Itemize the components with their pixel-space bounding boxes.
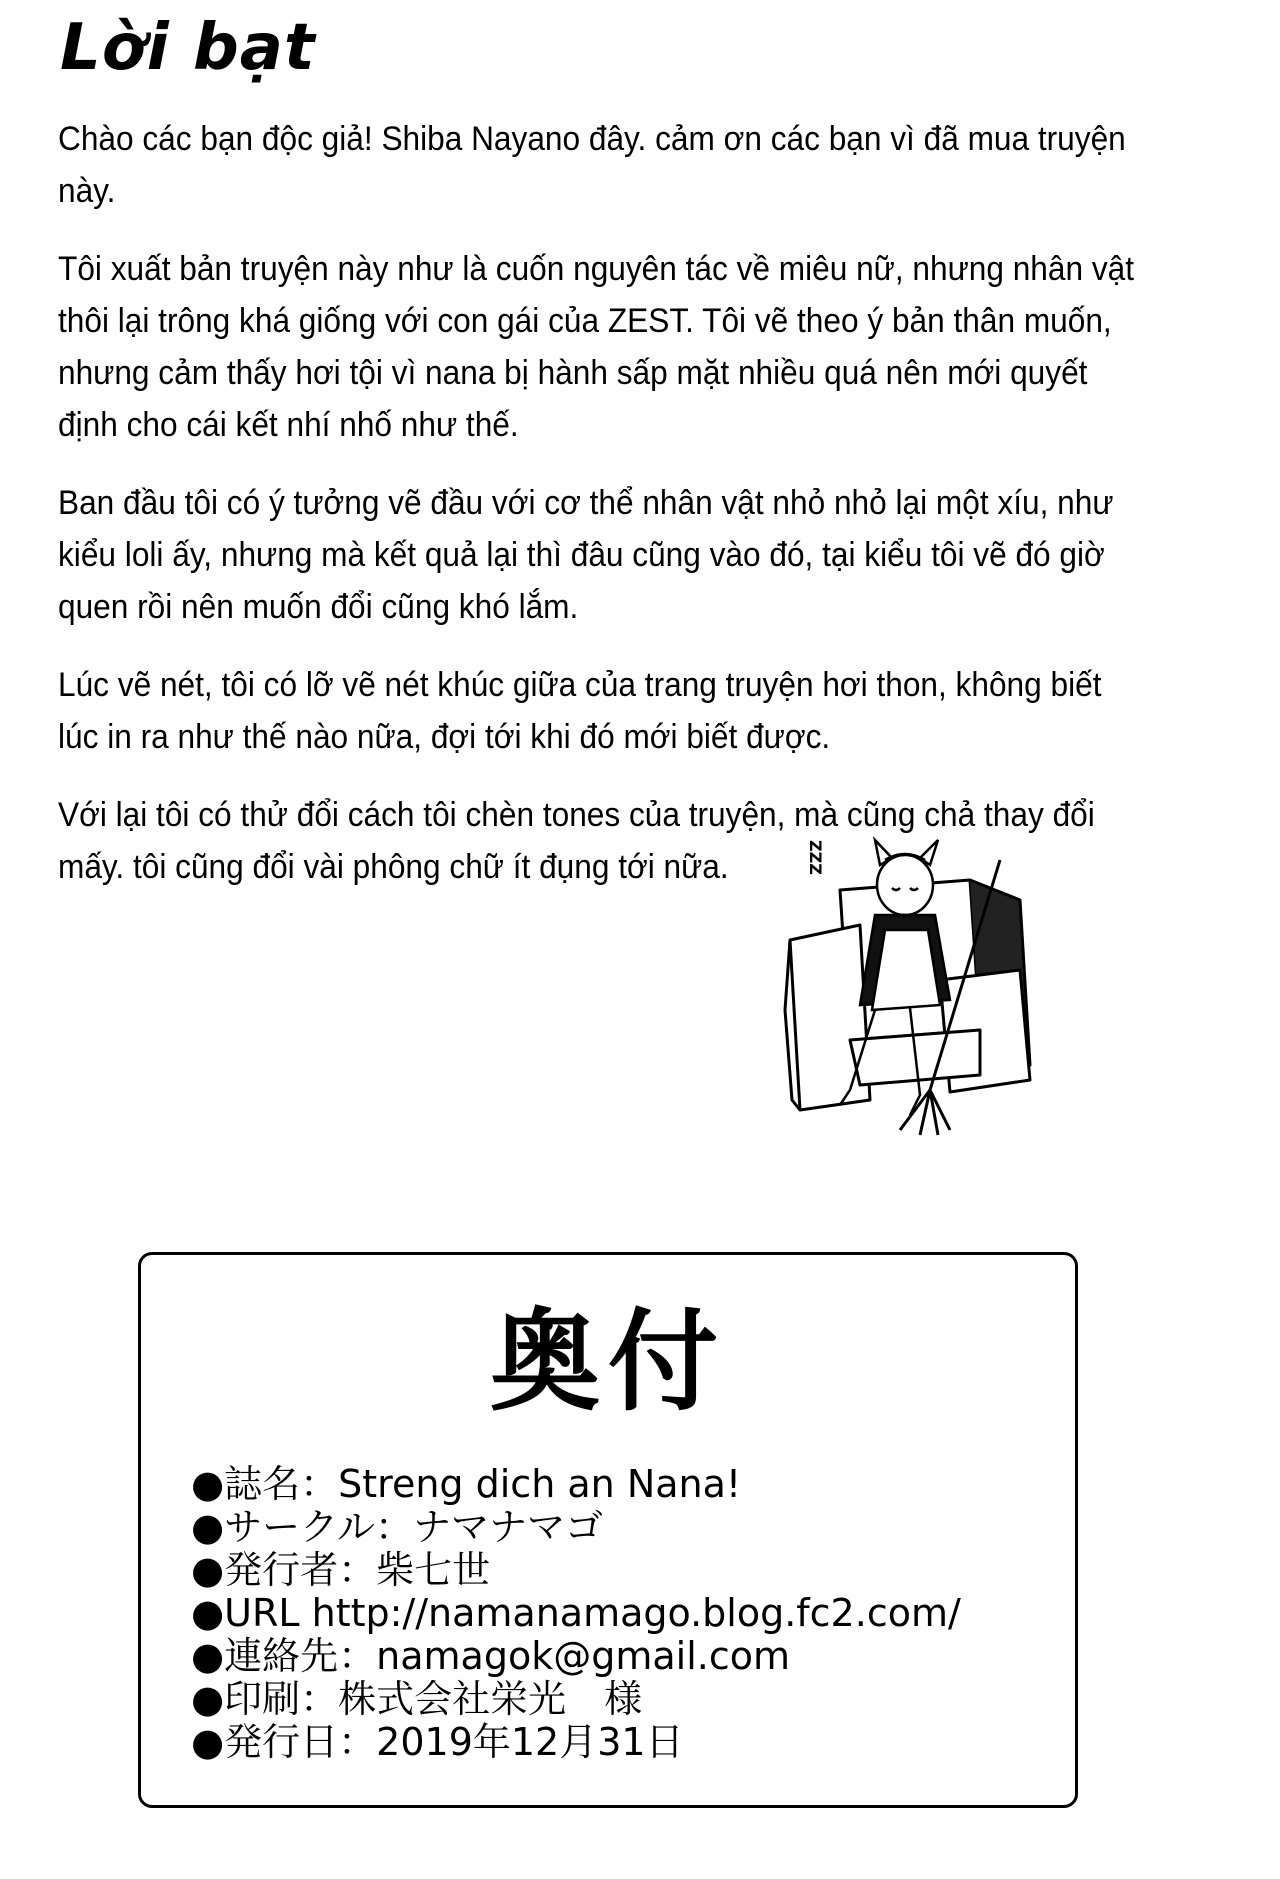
colophon-line-contact: ●連絡先：namagok@gmail.com bbox=[191, 1634, 790, 1678]
afterword-paragraph: Ban đầu tôi có ý tưởng vẽ đầu với cơ thể nhân vật nhỏ nhỏ lại một xíu, như kiểu loli ấy, nhưng mà kết quả lại thì đâu cũng vào đó, tại kiểu tôi vẽ đó giờ quen rồi nên muốn đổi cũng khó lắm. bbox=[58, 484, 1114, 626]
colophon-line-printer: ●印刷：株式会社栄光 様 bbox=[191, 1677, 643, 1721]
afterword-paragraph: Với lại tôi có thử đổi cách tôi chèn tones của truyện, mà cũng chả thay đổi mấy. tôi cũng đổi vài phông chữ ít đụng tới nữa. bbox=[58, 796, 1095, 886]
colophon-line-url: ●URL http://namanamago.blog.fc2.com/ bbox=[191, 1591, 961, 1635]
colophon-box bbox=[138, 1252, 1078, 1808]
afterword-paragraph: Lúc vẽ nét, tôi có lỡ vẽ nét khúc giữa của trang truyện hơi thon, không biết lúc in ra như thế nào nữa, đợi tới khi đó mới biết được. bbox=[58, 666, 1102, 756]
colophon-title: 奥付 bbox=[490, 1298, 726, 1426]
afterword-body bbox=[58, 113, 1137, 919]
colophon-line-title: ●誌名：Streng dich an Nana! bbox=[191, 1462, 742, 1506]
colophon-details bbox=[191, 1463, 961, 1764]
colophon-line-date: ●発行日：2019年12月31日 bbox=[191, 1720, 684, 1764]
afterword-title: Lời bạt bbox=[60, 11, 316, 85]
afterword-paragraph: Chào các bạn độc giả! Shiba Nayano đây. cảm ơn các bạn vì đã mua truyện này. bbox=[58, 120, 1126, 210]
colophon-line-circle: ●サークル：ナマナマゴ bbox=[191, 1505, 604, 1549]
sleeping-maid-illustration bbox=[780, 830, 1060, 1150]
colophon-line-publisher: ●発行者：柴七世 bbox=[191, 1548, 491, 1592]
afterword-paragraph: Tôi xuất bản truyện này như là cuốn nguyên tác về miêu nữ, nhưng nhân vật thôi lại trông khá giống với con gái của ZEST. Tôi vẽ theo ý bản thân muốn, nhưng cảm thấy hơi tội vì nana bị hành sấp mặt nhiều quá nên mới quyết định cho cái kết nhí nhố như thế. bbox=[58, 250, 1135, 444]
sleep-zzz-text: ZZZ bbox=[806, 840, 825, 875]
